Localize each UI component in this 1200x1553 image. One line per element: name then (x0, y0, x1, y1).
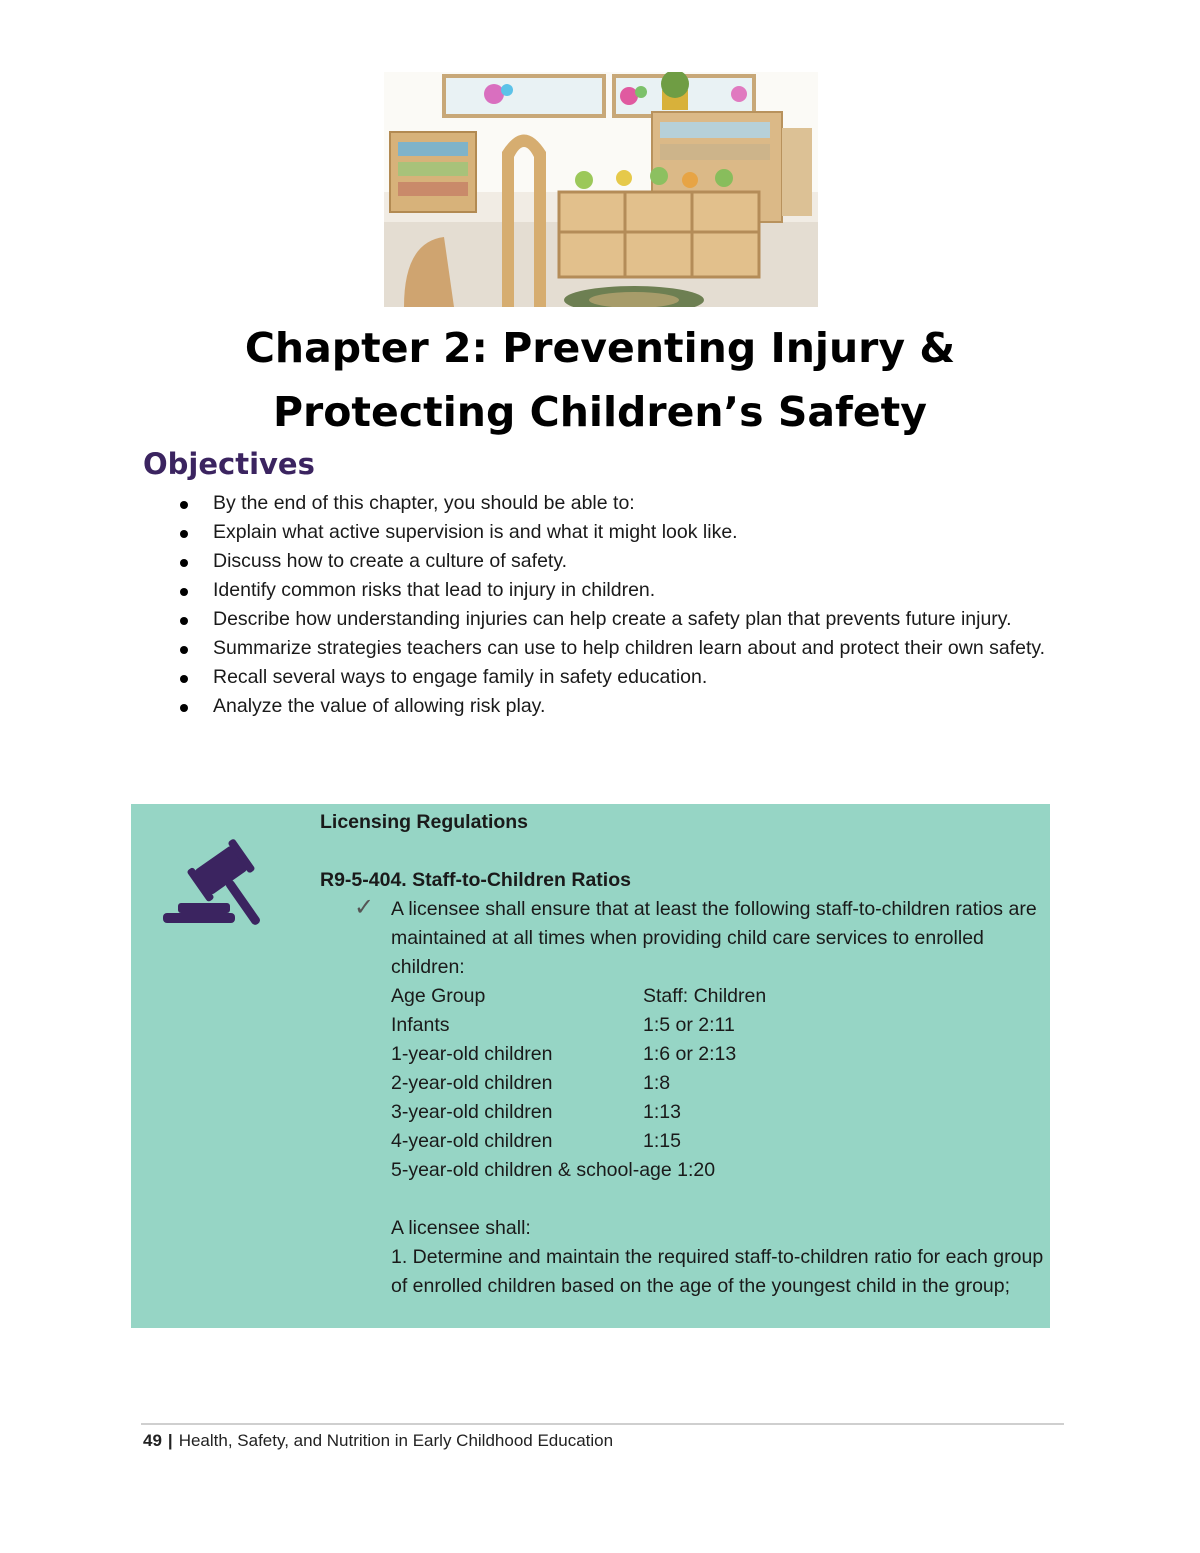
bullet-icon (180, 501, 188, 509)
objectives-heading: Objectives (143, 447, 315, 481)
objective-item: Summarize strategies teachers can use to help children learn about and protect their own safety. (0, 634, 1200, 663)
footer-separator: | (167, 1431, 173, 1450)
bullet-icon (180, 704, 188, 712)
checkmark-icon: ✓ (354, 894, 375, 921)
bullet-icon (180, 646, 188, 654)
chapter-title-line-1: Chapter 2: Preventing Injury & (244, 324, 956, 372)
rule-intro: ✓ A licensee shall ensure that at least the following staff-to-children ratios are maintained at all times when providing child care services to enrolled children: (354, 894, 1037, 978)
licensing-heading: Licensing Regulations (320, 811, 529, 833)
ratio-row: 2-year-old children 1:8 (391, 1072, 671, 1094)
objective-item: Explain what active supervision is and what it might look like. (0, 518, 1200, 547)
book-title: Health, Safety, and Nutrition in Early Childhood Education (178, 1431, 614, 1450)
objective-item: Recall several ways to engage family in safety education. (0, 663, 1200, 692)
objective-item: Identify common risks that lead to injury in children. (0, 576, 1200, 605)
shall-item-1: 1. Determine and maintain the required staff-to-children ratio for each group of enrolled children based on the age of the youngest child in the group; (391, 1246, 1044, 1297)
chapter-title (0, 316, 1200, 444)
objectives-list (0, 489, 1200, 721)
page-footer (143, 1431, 613, 1451)
staff-children-header: Staff: Children (643, 985, 767, 1007)
ratio-row-last: 5-year-old children & school-age 1:20 (391, 1159, 716, 1181)
bullet-icon (180, 588, 188, 596)
classroom-photo (384, 72, 818, 307)
ratio-table-header (320, 982, 1045, 1011)
page-number: 49 (143, 1431, 162, 1450)
chapter-title-line-2: Protecting Children’s Safety (273, 388, 927, 436)
rule-title: R9-5-404. Staff-to-Children Ratios (320, 869, 631, 891)
bullet-icon (180, 530, 188, 538)
objective-item: By the end of this chapter, you should be able to: (0, 489, 1200, 518)
bullet-icon (180, 617, 188, 625)
objective-item: Describe how understanding injuries can help create a safety plan that prevents future injury. (0, 605, 1200, 634)
objective-item: Analyze the value of allowing risk play. (0, 692, 1200, 721)
footer-divider (141, 1423, 1064, 1425)
bullet-icon (180, 559, 188, 567)
age-group-header: Age Group (391, 985, 486, 1007)
shall-intro: A licensee shall: (391, 1217, 531, 1239)
gavel-icon (160, 836, 280, 931)
licensing-content (320, 808, 1045, 1301)
ratio-row: 1-year-old children 1:6 or 2:13 (391, 1043, 737, 1065)
bullet-icon (180, 675, 188, 683)
ratio-row: Infants 1:5 or 2:11 (391, 1014, 735, 1036)
ratio-row: 4-year-old children 1:15 (391, 1130, 681, 1152)
ratio-row: 3-year-old children 1:13 (391, 1101, 681, 1123)
objective-item: Discuss how to create a culture of safety. (0, 547, 1200, 576)
